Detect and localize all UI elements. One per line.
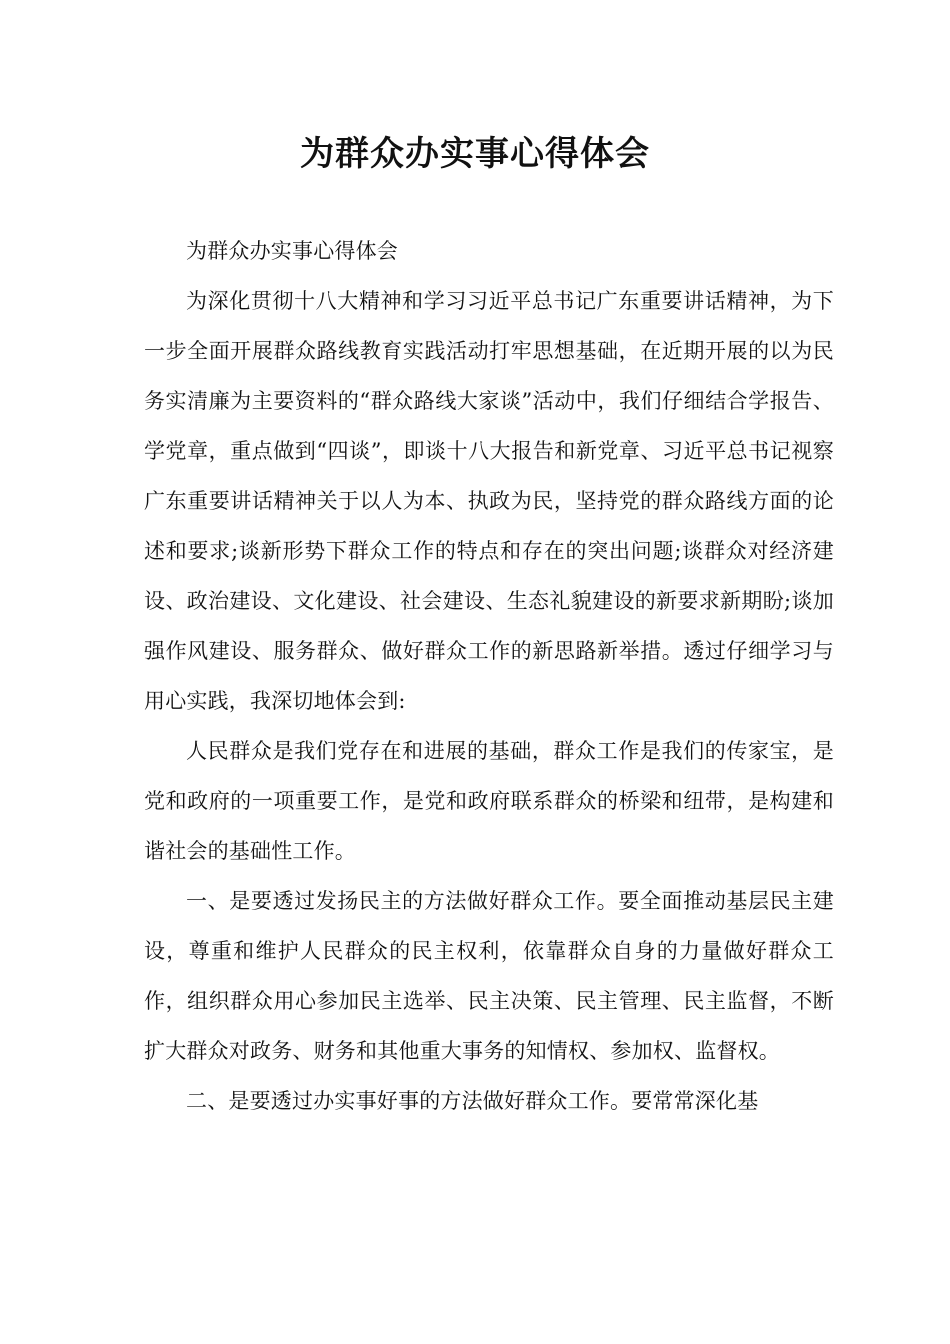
paragraph-intro: 为深化贯彻十八大精神和学习习近平总书记广东重要讲话精神，为下一步全面开展群众路线教育实践活动打牢思想基础，在近期开展的以为民务实清廉为主要资料的“群众路线大家谈”活动中，我们仔细结合学报告、学党章，重点做到“四谈”，即谈十八大报告和新党章、习近平总书记视察广东重要讲话精神关于以人为本、执政为民，坚持党的群众路线方面的论述和要求;谈新形势下群众工作的特点和存在的突出问题;谈群众对经济建设、政治建设、文化建设、社会建设、生态礼貌建设的新要求新期盼;谈加强作风建设、服务群众、做好群众工作的新思路新举措。透过仔细学习与用心实践，我深切地体会到:	[144, 289, 834, 713]
paragraph-foundation: 人民群众是我们党存在和进展的基础，群众工作是我们的传家宝，是党和政府的一项重要工作，是党和政府联系群众的桥梁和纽带，是构建和谐社会的基础性工作。	[144, 739, 834, 863]
paragraph-point-one: 一、是要透过发扬民主的方法做好群众工作。要全面推动基层民主建设，尊重和维护人民群众的民主权利，依靠群众自身的力量做好群众工作，组织群众用心参加民主选举、民主决策、民主管理、民主监督，不断扩大群众对政务、财务和其他重大事务的知情权、参加权、监督权。	[144, 889, 834, 1063]
paragraph-subtitle: 为群众办实事心得体会	[186, 239, 398, 263]
document-body	[144, 226, 834, 1126]
paragraph-point-two: 二、是要透过办实事好事的方法做好群众工作。要常常深化基	[186, 1089, 759, 1113]
document-title: 为群众办实事心得体会	[300, 134, 650, 174]
